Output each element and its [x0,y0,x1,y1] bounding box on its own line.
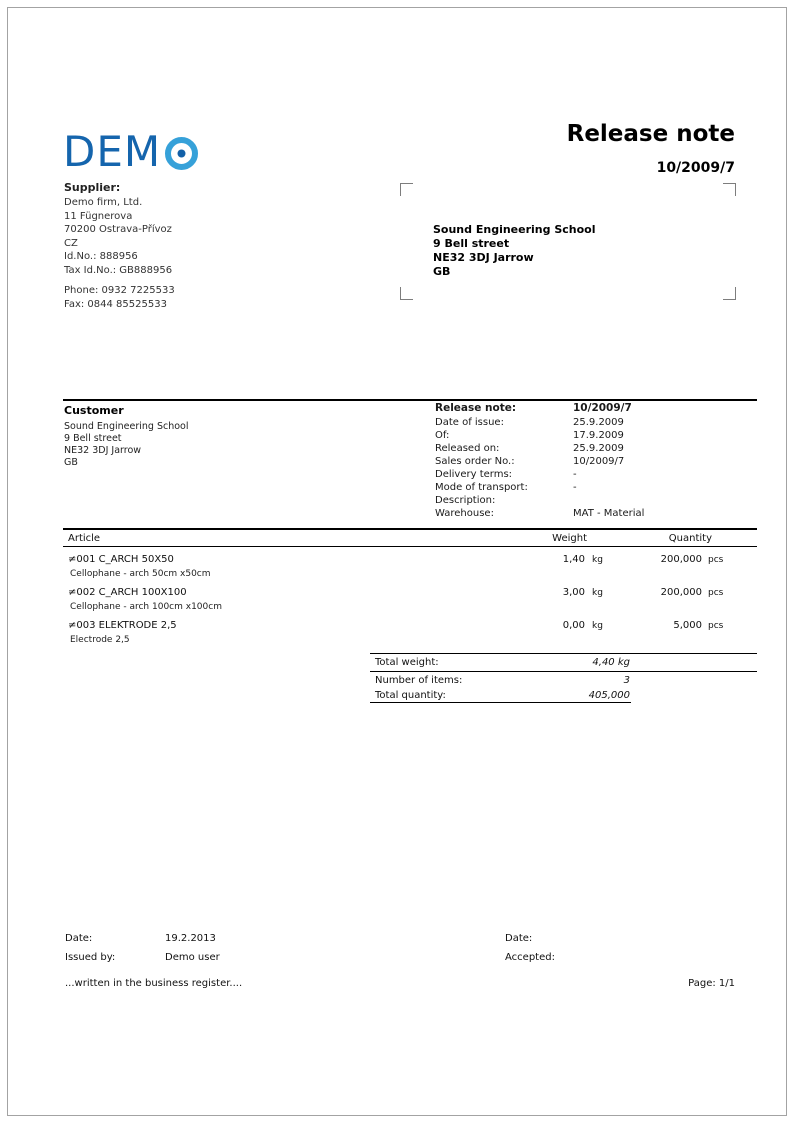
total-quantity-value: 405,000 [588,690,630,701]
detail-value [573,495,757,508]
detail-label: Warehouse: [435,508,494,519]
detail-row [435,508,757,521]
item-weight-unit: kg [592,588,603,598]
item-article: ≠002 C_ARCH 100X100 [68,587,187,598]
table-row [63,552,757,584]
detail-row [435,443,757,456]
supplier-address [64,196,172,277]
detail-row [435,482,757,495]
detail-row [435,430,757,443]
column-header-quantity: Quantity [668,533,712,544]
detail-row [435,456,757,469]
detail-value: 10/2009/7 [573,402,632,414]
supplier-fax: Fax: 0844 85525533 [64,298,167,310]
recipient-line: Sound Engineering School [433,223,596,236]
detail-value: - [573,482,577,493]
logo-o-icon [163,135,200,172]
number-of-items-value: 3 [623,675,630,686]
detail-value: MAT - Material [573,508,645,519]
detail-label: Release note: [435,402,517,414]
item-quantity-unit: pcs [708,621,724,631]
detail-label: Sales order No.: [435,456,515,467]
logo-text: DEM [63,127,162,176]
detail-value: - [573,469,577,480]
totals-divider-short [370,702,631,703]
item-description: Cellophane - arch 50cm x50cm [70,569,211,579]
supplier-line: Demo firm, Ltd. [64,197,143,208]
issued-by-value: Demo user [165,952,220,963]
customer-line: GB [64,457,78,468]
number-of-items-label: Number of items: [375,675,463,686]
date-value: 19.2.2013 [165,933,216,944]
total-weight-label: Total weight: [375,657,439,668]
item-article: ≠003 ELEKTRODE 2,5 [68,620,177,631]
supplier-line: 11 Fügnerova [64,210,133,222]
customer-address [64,421,189,469]
corner-mark-icon [400,287,413,300]
recipient-address [433,223,595,279]
items-table-header [63,528,757,547]
detail-label: Of: [435,430,450,441]
detail-value: 17.9.2009 [573,430,624,441]
total-weight-row [370,654,757,671]
recipient-line: GB [433,265,451,278]
item-weight-unit: kg [592,621,603,631]
detail-value: 10/2009/7 [573,456,625,467]
item-weight: 0,00 [562,620,585,631]
supplier-phone: Phone: 0932 7225533 [64,285,175,296]
item-quantity-unit: pcs [708,555,724,565]
page-number: Page: 1/1 [688,978,735,989]
corner-mark-icon [400,183,413,196]
number-of-items-row [370,672,757,687]
business-register-note: ...written in the business register.... [65,978,243,989]
issued-by-label: Issued by: [65,952,116,963]
supplier-line: 70200 Ostrava-Přívoz [64,224,172,235]
detail-row [435,495,757,508]
item-quantity: 200,000 [660,554,702,565]
column-header-article: Article [68,533,101,544]
item-weight: 3,00 [562,587,585,598]
detail-label: Released on: [435,443,500,454]
item-description: Electrode 2,5 [70,635,130,645]
customer-line: NE32 3DJ Jarrow [64,445,142,456]
detail-row [435,417,757,430]
item-quantity: 200,000 [660,587,702,598]
accepted-label: Accepted: [505,952,555,963]
detail-label: Date of issue: [435,417,504,428]
detail-label: Delivery terms: [435,469,513,480]
detail-value: 25.9.2009 [573,443,624,454]
detail-row [435,402,757,417]
customer-line: Sound Engineering School [64,421,189,432]
total-weight-value: 4,40 kg [592,657,630,668]
detail-row [435,469,757,482]
item-weight-unit: kg [592,555,603,565]
detail-label: Mode of transport: [435,482,528,493]
recipient-line: NE32 3DJ Jarrow [433,251,534,264]
supplier-contact [64,284,175,311]
detail-value: 25.9.2009 [573,417,624,428]
item-quantity: 5,000 [673,620,702,631]
supplier-line: CZ [64,237,78,249]
item-weight: 1,40 [562,554,585,565]
right-date-label: Date: [505,933,533,944]
totals-summary [370,653,757,703]
corner-mark-icon [723,183,736,196]
recipient-line: 9 Bell street [433,237,510,250]
table-row [63,585,757,617]
table-row [63,618,757,650]
supplier-line: Tax Id.No.: GB888956 [64,264,173,276]
item-description: Cellophane - arch 100cm x100cm [70,602,222,612]
date-label: Date: [65,933,93,944]
total-quantity-row [370,687,757,702]
customer-heading: Customer [64,404,124,417]
document-number: 10/2009/7 [656,160,735,176]
supplier-heading: Supplier: [64,181,121,194]
document-details [435,402,757,521]
logo [63,127,200,176]
supplier-line: Id.No.: 888956 [64,251,138,262]
section-divider [63,399,757,401]
item-quantity-unit: pcs [708,588,724,598]
column-header-weight: Weight [552,533,587,544]
corner-mark-icon [723,287,736,300]
total-quantity-label: Total quantity: [375,690,446,701]
item-article: ≠001 C_ARCH 50X50 [68,554,174,565]
detail-label: Description: [435,495,496,506]
document-title: Release note [566,121,735,147]
customer-line: 9 Bell street [64,433,122,444]
